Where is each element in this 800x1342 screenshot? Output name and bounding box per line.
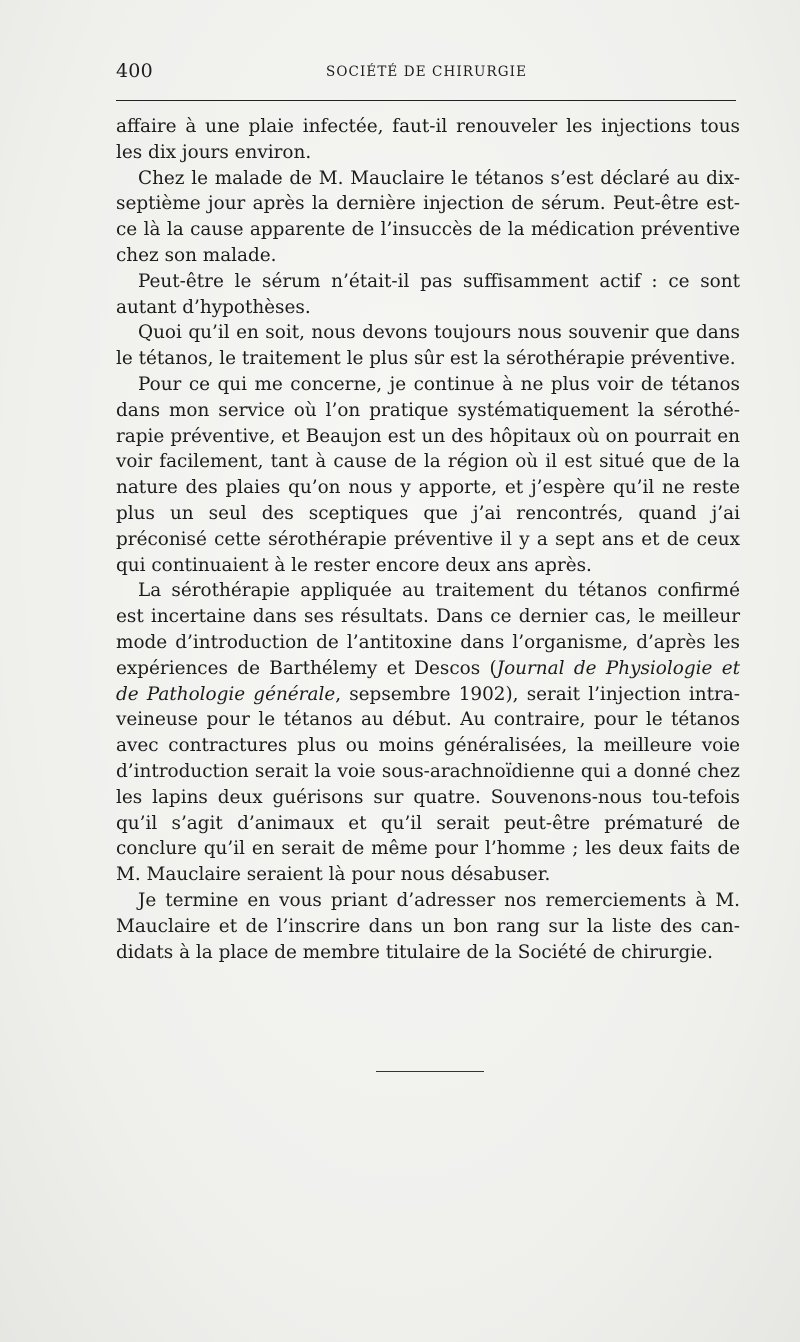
paragraph-3: Peut-être le sérum n’était-il pas suffisamment actif : ce sont autant d’hypothèses. [116, 270, 740, 318]
paragraph-6-text-a: La sérothérapie appliquée au traitement du tétanos confirmé est incertaine dans ses résultats. Dans ce dernier cas, le meilleur mode d’introduction de l’antitoxine dans l’organisme, d’après les expériences de Barthélemy et Descos ( [116, 580, 740, 679]
paragraph-4: Quoi qu’il en soit, nous devons toujours nous souvenir que dans le tétanos, le traitement le plus sûr est la sérothérapie préventive. [116, 322, 740, 370]
body-text [116, 114, 740, 965]
page-header [116, 58, 736, 88]
paragraph-2: Chez le malade de M. Mauclaire le tétanos s’est déclaré au dix-septième jour après la dernière injection de sérum. Peut-être est-ce là la cause apparente de l’insuccès de la médication préventive chez son malade. [116, 167, 740, 266]
paragraph-6 [116, 578, 740, 888]
paragraph-1: affaire à une plaie infectée, faut-il renouveler les injections tous les dix jours environ. [116, 116, 740, 163]
running-head: SOCIÉTÉ DE CHIRURGIE [326, 64, 528, 80]
paragraph-6-text-b: , sepsembre 1902), serait l’injection intra-veineuse pour le tétanos au début. Au contraire, pour le tétanos avec contractures plus ou moins généralisées, la meilleure voie d’introduction serait la voie sous-arachnoïdienne qui a donné chez les lapins deux guérisons sur quatre. Souvenons-nous tou-tefois qu’il s’agit d’animaux et qu’il serait peut-être prématuré de conclure qu’il en serait de même pour l’homme ; les deux faits de M. Mauclaire seraient là pour nous désabuser. [116, 683, 740, 886]
end-rule [376, 1071, 484, 1072]
journal-citation: Journal de Physiologie et de Pathologie générale [116, 657, 740, 705]
paragraph-5: Pour ce qui me concerne, je continue à ne plus voir de tétanos dans mon service où l’on pratique systématiquement la sérothé-rapie préventive, et Beaujon est un des hôpitaux où on pourrait en voir facilement, tant à cause de la région où il est situé que de la nature des plaies qu’on nous y apporte, et j’espère qu’il ne reste plus un seul des sceptiques que j’ai rencontrés, quand j’ai préconisé cette sérothérapie préventive il y a sept ans et de ceux qui continuaient à le rester encore deux ans après. [116, 373, 740, 576]
header-rule [116, 100, 736, 101]
page-number: 400 [116, 60, 153, 82]
paragraph-7: Je termine en vous priant d’adresser nos remerciements à M. Mauclaire et de l’inscrire dans un bon rang sur la liste des can-didats à la place de membre titulaire de la Société de chirurgie. [116, 889, 740, 963]
